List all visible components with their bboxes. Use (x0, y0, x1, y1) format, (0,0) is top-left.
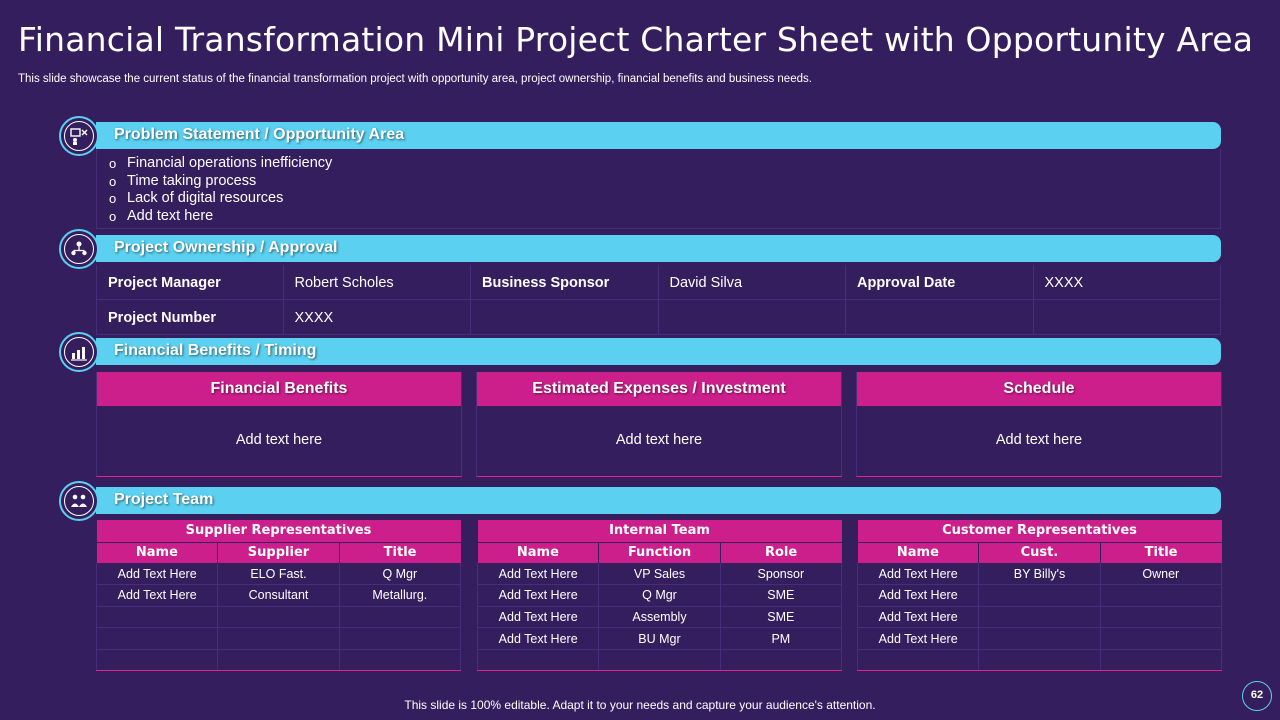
ownership-value: XXXX (1034, 265, 1222, 300)
table-cell: Add Text Here (858, 563, 979, 585)
problem-bullet: o Time taking process (109, 173, 1220, 191)
slide-title: Financial Transformation Mini Project Charter Sheet with Opportunity Area (18, 20, 1254, 59)
problem-section-bar (96, 122, 1221, 149)
problem-panel (96, 149, 1221, 229)
ownership-value (1034, 300, 1222, 335)
ownership-key (471, 300, 659, 335)
expenses-column-body: Add text here (615, 432, 703, 448)
table-cell: Add Text Here (858, 606, 979, 628)
team-col-header: Name (478, 542, 599, 563)
table-row (478, 628, 842, 650)
ownership-key: Business Sponsor (471, 265, 659, 300)
table-cell: Q Mgr (339, 563, 460, 585)
table-cell: Add Text Here (478, 628, 599, 650)
team-col-header: Name (97, 542, 218, 563)
table-cell (1100, 628, 1221, 650)
table-row (858, 628, 1222, 650)
table-row (97, 563, 461, 585)
table-cell: Add Text Here (478, 606, 599, 628)
table-cell (979, 628, 1100, 650)
team-col-header: Cust. (979, 542, 1100, 563)
problem-bullet: o Add text here (109, 208, 1220, 226)
problem-bullet: o Lack of digital resources (109, 190, 1220, 208)
schedule-column (856, 372, 1222, 477)
table-cell: PM (720, 628, 841, 650)
table-cell (1100, 585, 1221, 607)
table-cell (339, 606, 460, 628)
table-cell (97, 649, 218, 671)
team-group-title: Internal Team (478, 520, 842, 542)
table-cell (218, 628, 339, 650)
table-cell: Add Text Here (858, 585, 979, 607)
table-cell (1100, 649, 1221, 671)
ownership-value: XXXX (284, 300, 472, 335)
team-table-customers (857, 520, 1222, 671)
team-section-label: Project Team (114, 491, 214, 508)
ownership-value: Robert Scholes (284, 265, 472, 300)
page-number: 62 (1242, 681, 1272, 711)
table-cell: SME (720, 606, 841, 628)
table-cell (218, 606, 339, 628)
table-cell (979, 606, 1100, 628)
table-row (858, 585, 1222, 607)
team-col-header: Function (599, 542, 720, 563)
table-cell: Sponsor (720, 563, 841, 585)
table-row (97, 606, 461, 628)
benefits-section-bar (96, 338, 1221, 365)
table-cell: BU Mgr (599, 628, 720, 650)
table-cell: Add Text Here (97, 585, 218, 607)
benefits-section-label: Financial Benefits / Timing (114, 342, 317, 359)
table-row (478, 585, 842, 607)
table-cell (858, 649, 979, 671)
schedule-column-body: Add text here (995, 432, 1083, 448)
table-cell: Owner (1100, 563, 1221, 585)
team-group-title: Supplier Representatives (97, 520, 461, 542)
slide-subtitle: This slide showcase the current status of the financial transformation project with opportunity area, project ownership, financial benefits and business needs. (18, 73, 812, 85)
ownership-key: Project Manager (96, 265, 284, 300)
team-col-header: Title (1100, 542, 1221, 563)
ownership-key: Approval Date (846, 265, 1034, 300)
team-col-header: Supplier (218, 542, 339, 563)
table-cell: Consultant (218, 585, 339, 607)
team-table-suppliers (96, 520, 461, 671)
expenses-column-head: Estimated Expenses / Investment (477, 372, 841, 406)
footer-note: This slide is 100% editable. Adapt it to your needs and capture your audience's attention. (404, 698, 876, 712)
table-cell: Q Mgr (599, 585, 720, 607)
problem-board-icon (59, 116, 99, 156)
ownership-section-bar (96, 235, 1221, 262)
benefits-column-body: Add text here (235, 432, 323, 448)
ownership-section-label: Project Ownership / Approval (114, 239, 338, 256)
benefits-column-head: Financial Benefits (97, 372, 461, 406)
table-cell: Metallurg. (339, 585, 460, 607)
table-cell: Add Text Here (478, 563, 599, 585)
table-row (478, 563, 842, 585)
table-cell: VP Sales (599, 563, 720, 585)
table-cell (478, 649, 599, 671)
table-row (97, 628, 461, 650)
benefits-column (96, 372, 462, 477)
team-table-internal (477, 520, 842, 671)
table-cell: Assembly (599, 606, 720, 628)
team-col-header: Name (858, 542, 979, 563)
ownership-key (846, 300, 1034, 335)
table-cell: Add Text Here (478, 585, 599, 607)
table-cell: Add Text Here (858, 628, 979, 650)
problem-bullet-list (97, 149, 1220, 225)
expenses-column (476, 372, 842, 477)
table-cell (979, 649, 1100, 671)
table-row (858, 606, 1222, 628)
table-row (478, 606, 842, 628)
team-col-header: Title (339, 542, 460, 563)
table-cell (1100, 606, 1221, 628)
table-row (478, 649, 842, 671)
ownership-key: Project Number (96, 300, 284, 335)
table-cell (720, 649, 841, 671)
table-cell (979, 585, 1100, 607)
table-cell (218, 649, 339, 671)
table-cell (339, 649, 460, 671)
table-cell (97, 606, 218, 628)
ownership-grid (96, 265, 1221, 335)
table-row (858, 649, 1222, 671)
table-cell (339, 628, 460, 650)
ownership-network-icon (59, 229, 99, 269)
ownership-value (659, 300, 847, 335)
team-col-header: Role (720, 542, 841, 563)
table-cell (97, 628, 218, 650)
financial-chart-icon (59, 332, 99, 372)
table-row (858, 563, 1222, 585)
team-people-icon (59, 481, 99, 521)
table-cell: ELO Fast. (218, 563, 339, 585)
table-cell: BY Billy's (979, 563, 1100, 585)
table-cell (599, 649, 720, 671)
team-section-bar (96, 487, 1221, 514)
problem-section-label: Problem Statement / Opportunity Area (114, 126, 405, 143)
table-cell: Add Text Here (97, 563, 218, 585)
schedule-column-head: Schedule (857, 372, 1221, 406)
team-group-title: Customer Representatives (858, 520, 1222, 542)
table-row (97, 649, 461, 671)
table-row (97, 585, 461, 607)
table-cell: SME (720, 585, 841, 607)
problem-bullet: o Financial operations inefficiency (109, 155, 1220, 173)
ownership-value: David Silva (659, 265, 847, 300)
